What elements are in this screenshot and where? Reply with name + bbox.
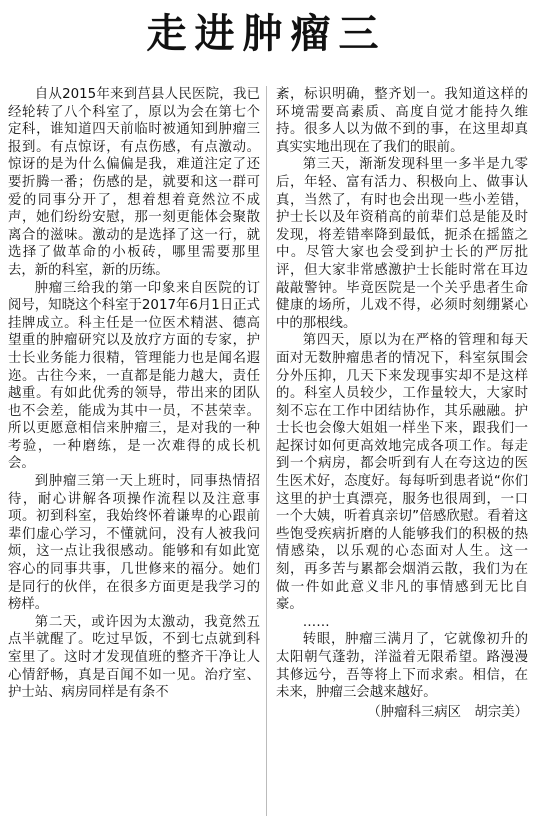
ellipsis: …… bbox=[302, 614, 330, 630]
right-column bbox=[276, 86, 528, 721]
paragraph-day-two: 第二天，或许因为太激动，我竟然五点半就醒了。吃过早饭，不到七点就到科室里了。这时才发现值班的整齐干净让人心情舒畅，真是百闻不如一见。治疗室、护士站、病房同样是有条不 bbox=[8, 614, 260, 701]
paragraph-intro: 自从2015年来到莒县人民医院，我已经轮转了八个科室了，原以为会在第七个定科，谁知道四天前临时被通知到肿瘤三报到。有点惊讶，有点伤感，有点激动。惊讶的是为什么偏偏是我，难道注定了还要折腾一番；伤感的是，就要和这一群可爱的同事分开了，想着想着竟然泣不成声，她们纷纷安慰，那一刻更能体会聚散离合的滋味。激动的是选择了这一行，就选择了做革命的小板砖，哪里需要那里去，新的科室，新的历练。 bbox=[8, 87, 260, 278]
left-column bbox=[8, 86, 260, 702]
article-title: 走进肿瘤三 bbox=[146, 11, 387, 57]
paragraph-day-four: 第四天，原以为在严格的管理和每天面对无数肿瘤患者的情况下，科室氛围会分外压抑，几天下来发现事实却不是这样的。科室人员较少，工作量较大，大家时刻不忘在工作中团结协作，其乐融融。护士长也会像大姐姐一样坐下来，跟我们一起探讨如何更高效地完成各项工作。每走到一个病房，都会听到有人在夸这边的医生医术好，态度好。每每听到患者说“你们这里的护士真漂亮，服务也很周到，一口一个大姨，听着真亲切”倍感欣慰。看着这些饱受疾病折磨的人能够我们的积极的热情感染，以乐观的心态面对人生。这一刻，再多苦与累都会烟消云散，我们为在做一件如此意义非凡的事情感到无比自豪。 bbox=[276, 333, 528, 613]
paragraph-day-two-continued: 紊，标识明确，整齐划一。我知道这样的环境需要高素质、高度自觉才能持久维持。很多人以为做不到的事，在这里却真真实实地出现在了我们的眼前。 bbox=[276, 87, 528, 155]
paragraph-day-one: 到肿瘤三第一天上班时，同事热情招待，耐心讲解各项操作流程以及注意事项。初到科室，我始终怀着谦卑的心跟前辈们虚心学习，不懂就问，没有人被我问烦，这一点让我很感动。能够和有如此宽容心的同事共事，几世修来的福分。她们是同行的伙伴，在很多方面更是我学习的榜样。 bbox=[8, 474, 260, 613]
paragraph-closing: 转眼，肿瘤三满月了，它就像初升的太阳朝气蓬勃，洋溢着无限希望。路漫漫其修远兮，吾等将上下而求索。相信，在未来，肿瘤三会越来越好。 bbox=[276, 632, 528, 701]
author-signature: （肿瘤科三病区 胡宗美） bbox=[367, 704, 528, 720]
paragraph-day-three: 第三天，渐渐发现科里一多半是九零后，年轻、富有活力、积极向上、做事认真，当然了，有时也会出现一些小差错，护士长以及年资稍高的前辈们总是能及时发现，将差错率降到最低，扼杀在摇篮之中。尽管大家也会受到护士长的严厉批评，但大家非常感激护士长能时常在耳边敲敲警钟。毕竟医院是一个关乎患者生命健康的场所，儿戏不得，必须时刻绷紧心中的那根线。 bbox=[276, 157, 528, 331]
column-divider bbox=[266, 86, 267, 816]
paragraph-first-impression: 肿瘤三给我的第一印象来自医院的订阅号，知晓这个科室于2017年6月1日正式挂牌成立。科主任是一位医术精湛、德高望重的肿瘤研究以及放疗方面的专家，护士长业务能力很精，管理能力也是闻名遐迩。古往今来，一直都是能力越大，责任越重。有如此优秀的领导，带出来的团队也不会差，能成为其中一员，不甚荣幸。所以更愿意相信来肿瘤三，是对我的一种考验，一种磨练，是一次难得的成长机会。 bbox=[8, 280, 260, 472]
